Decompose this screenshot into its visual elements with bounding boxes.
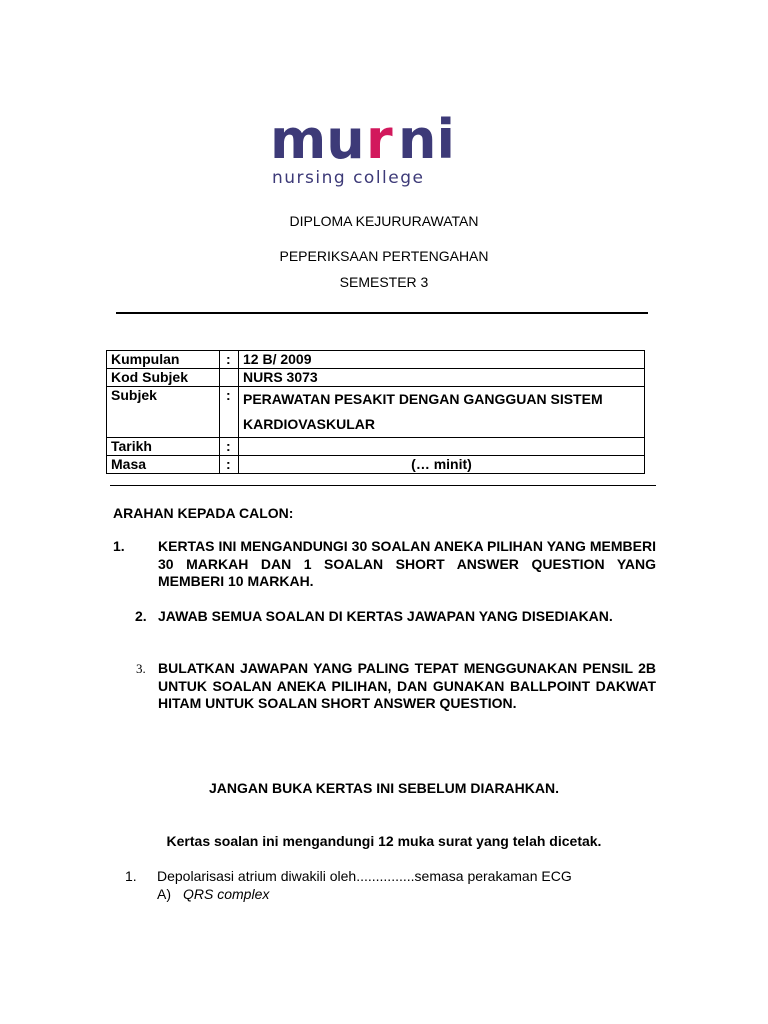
- exam-info-table: [106, 350, 645, 474]
- info-row-masa: [107, 456, 645, 474]
- subject-line-2: KARDIOVASKULAR: [243, 416, 375, 432]
- info-key: Subjek: [107, 387, 220, 438]
- exam-title: PEPERIKSAAN PERTENGAHAN: [279, 248, 489, 264]
- svg-text:mu: mu: [270, 112, 365, 171]
- college-logo: [270, 112, 490, 192]
- info-key: Kod Subjek: [107, 369, 220, 387]
- instruction-number: 1.: [113, 538, 125, 554]
- question-text: Depolarisasi atrium diwakili oleh...............semasa perakaman ECG: [157, 868, 572, 884]
- logo-wordmark: [270, 112, 490, 172]
- info-colon: :: [220, 438, 239, 456]
- instruction-text: BULATKAN JAWAPAN YANG PALING TEPAT MENGGUNAKAN PENSIL 2B UNTUK SOALAN ANEKA PILIHAN, DAN GUNAKAN BALLPOINT DAKWAT HITAM UNTUK SOALAN SHORT ANSWER QUESTION.: [158, 660, 656, 711]
- question-option-a: [157, 886, 269, 902]
- info-key: Masa: [107, 456, 220, 474]
- info-row-subjek: [107, 387, 645, 438]
- svg-text:ni: ni: [398, 112, 455, 171]
- info-colon: [220, 369, 239, 387]
- instruction-item: [113, 538, 656, 592]
- diploma-title: DIPLOMA KEJURURAWATAN: [289, 213, 479, 229]
- subject-line-1: PERAWATAN PESAKIT DENGAN GANGGUAN SISTEM: [243, 391, 603, 407]
- separator-thin: [110, 485, 656, 486]
- instruction-number: 2.: [135, 608, 147, 624]
- instruction-item: [113, 660, 656, 732]
- info-colon: :: [220, 351, 239, 369]
- info-key: Tarikh: [107, 438, 220, 456]
- separator-thick: [116, 312, 648, 314]
- info-colon: :: [220, 387, 239, 438]
- info-row-kumpulan: [107, 351, 645, 369]
- info-row-tarikh: [107, 438, 645, 456]
- option-label: A): [157, 886, 171, 902]
- info-value: [239, 438, 645, 456]
- logo-subtitle: nursing college: [272, 168, 425, 188]
- instruction-text: JAWAB SEMUA SOALAN DI KERTAS JAWAPAN YANG DISEDIAKAN.: [158, 608, 613, 624]
- instruction-text: KERTAS INI MENGANDUNGI 30 SOALAN ANEKA PILIHAN YANG MEMBERI 30 MARKAH DAN 1 SOALAN SHORT ANSWER QUESTION YANG MEMBERI 10 MARKAH.: [158, 538, 656, 589]
- svg-text:r: r: [366, 112, 393, 171]
- semester-title: SEMESTER 3: [339, 274, 429, 290]
- instruction-item: [113, 608, 656, 644]
- instruction-number: 3.: [136, 661, 146, 676]
- info-key: Kumpulan: [107, 351, 220, 369]
- warning-text: JANGAN BUKA KERTAS INI SEBELUM DIARAHKAN.: [208, 780, 559, 796]
- info-value: 12 B/ 2009: [239, 351, 645, 369]
- question-number: 1.: [125, 868, 137, 884]
- info-value: (… minit): [239, 456, 645, 474]
- info-row-kod-subjek: [107, 369, 645, 387]
- info-value: [239, 387, 645, 438]
- info-colon: :: [220, 456, 239, 474]
- info-value: NURS 3073: [239, 369, 645, 387]
- page-count-note: Kertas soalan ini mengandungi 12 muka surat yang telah dicetak.: [166, 833, 602, 849]
- option-text: QRS complex: [183, 886, 270, 902]
- instructions-heading: ARAHAN KEPADA CALON:: [113, 505, 294, 521]
